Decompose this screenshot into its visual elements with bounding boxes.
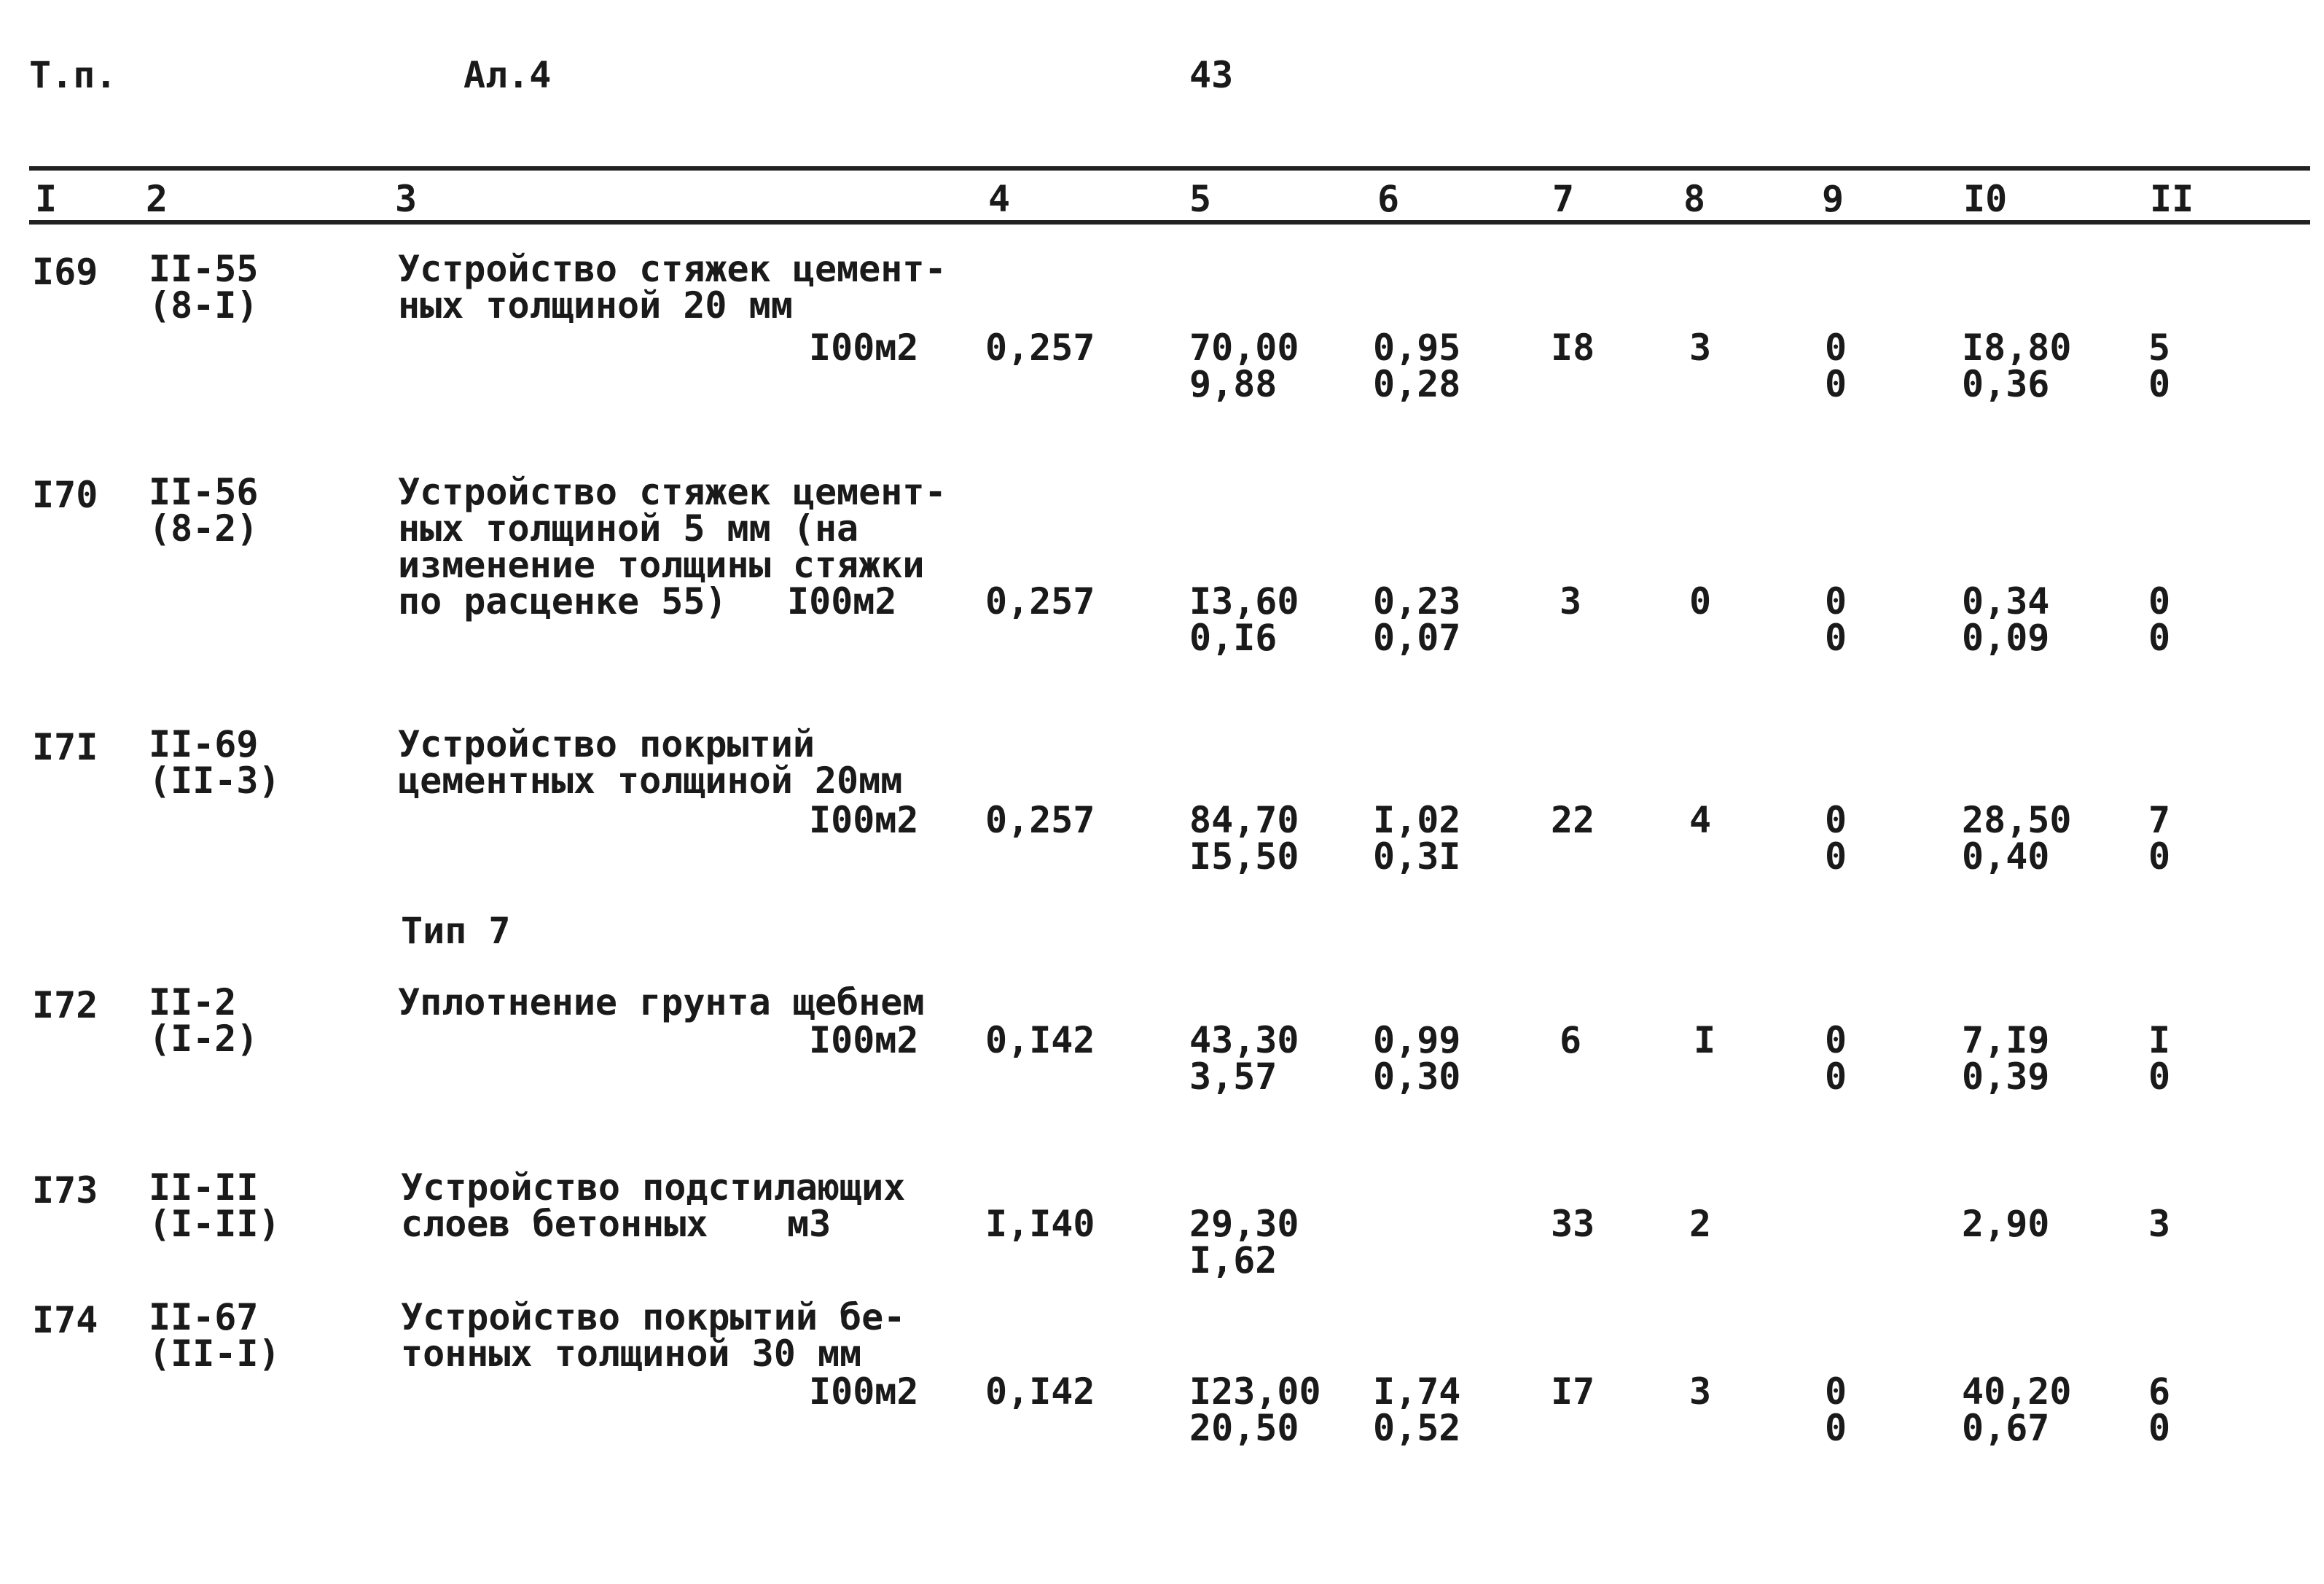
row-col5: 84,70 I5,50	[1189, 799, 1299, 878]
row-col6: 0,99 0,30	[1373, 1019, 1461, 1098]
row-number: I73	[32, 1169, 98, 1212]
row-col11: 0 0	[2148, 580, 2171, 659]
row-code: II-67 (II-I)	[149, 1296, 281, 1375]
row-number: I70	[32, 474, 98, 516]
row-unit: I00м2	[787, 580, 897, 623]
col-header-5: 5	[1189, 178, 1212, 220]
page-number: 43	[1189, 54, 1234, 96]
row-col8: 3	[1689, 327, 1712, 369]
row-col7: 33	[1551, 1203, 1595, 1245]
row-number: I69	[32, 251, 98, 293]
row-description: Устройство покрытий цементных толщиной 20мм	[398, 723, 903, 802]
row-col7: 22	[1551, 799, 1595, 841]
row-quantity: 0,257	[985, 327, 1095, 369]
row-quantity: 0,257	[985, 580, 1095, 623]
row-unit: I00м2	[809, 799, 919, 841]
row-description: Уплотнение грунта щебнем	[398, 981, 925, 1023]
row-unit: I00м2	[809, 327, 919, 369]
row-col7: 6	[1560, 1019, 1582, 1061]
row-code: II-II (I-II)	[149, 1166, 281, 1245]
row-quantity: 0,I42	[985, 1019, 1095, 1061]
header-rule	[29, 220, 2310, 225]
col-header-4: 4	[988, 178, 1011, 220]
row-col8: I	[1694, 1019, 1716, 1061]
row-col5: 70,00 9,88	[1189, 327, 1299, 405]
col-header-2: 2	[146, 178, 168, 220]
header-sheet: Ал.4	[463, 54, 552, 96]
row-col5: 43,30 3,57	[1189, 1019, 1299, 1098]
row-unit: I00м2	[809, 1019, 919, 1061]
col-header-9: 9	[1822, 178, 1844, 220]
row-col11: 7 0	[2148, 799, 2171, 878]
row-col11: 5 0	[2148, 327, 2171, 405]
row-number: I74	[32, 1299, 98, 1341]
row-col9: 0 0	[1825, 1370, 1847, 1449]
row-col5: I3,60 0,I6	[1189, 580, 1299, 659]
row-col10: I8,80 0,36	[1962, 327, 2072, 405]
row-col9: 0 0	[1825, 799, 1847, 878]
row-number: I72	[32, 984, 98, 1026]
row-description: Устройство стяжек цемент- ных толщиной 5 мм (на изменение толщины стяжки по расценке 55)	[398, 471, 947, 623]
row-col7: 3	[1560, 580, 1582, 623]
col-header-8: 8	[1683, 178, 1706, 220]
row-code: II-55 (8-I)	[149, 248, 259, 327]
row-col6: I,02 0,3I	[1373, 799, 1461, 878]
section-label: Тип 7	[401, 910, 511, 952]
row-col8: 3	[1689, 1370, 1712, 1413]
row-col5: I23,00 20,50	[1189, 1370, 1321, 1449]
row-col5: 29,30 I,62	[1189, 1203, 1299, 1281]
col-header-11: II	[2150, 178, 2194, 220]
row-col8: 2	[1689, 1203, 1712, 1245]
row-col10: 28,50 0,40	[1962, 799, 2072, 878]
row-col7: I7	[1551, 1370, 1595, 1413]
row-col11: 6 0	[2148, 1370, 2171, 1449]
header-left: Т.п.	[29, 54, 117, 96]
col-header-10: I0	[1963, 178, 2008, 220]
col-header-6: 6	[1377, 178, 1400, 220]
row-col9: 0 0	[1825, 1019, 1847, 1098]
col-header-1: I	[35, 178, 58, 220]
row-quantity: 0,I42	[985, 1370, 1095, 1413]
row-col8: 4	[1689, 799, 1712, 841]
row-col7: I8	[1551, 327, 1595, 369]
top-rule	[29, 166, 2310, 171]
row-col8: 0	[1689, 580, 1712, 623]
row-code: II-56 (8-2)	[149, 471, 259, 550]
row-col9: 0 0	[1825, 327, 1847, 405]
row-col11: 3	[2148, 1203, 2171, 1245]
col-header-3: 3	[395, 178, 418, 220]
row-unit: I00м2	[809, 1370, 919, 1413]
row-col11: I 0	[2148, 1019, 2171, 1098]
row-code: II-69 (II-3)	[149, 723, 281, 802]
row-col9: 0 0	[1825, 580, 1847, 659]
row-unit: м3	[787, 1203, 832, 1245]
row-col10: 40,20 0,67	[1962, 1370, 2072, 1449]
col-header-7: 7	[1552, 178, 1575, 220]
row-col10: 2,90	[1962, 1203, 2050, 1245]
row-description: Устройство покрытий бе- тонных толщиной 30 мм	[401, 1296, 906, 1375]
row-quantity: 0,257	[985, 799, 1095, 841]
row-quantity: I,I40	[985, 1203, 1095, 1245]
row-col6: I,74 0,52	[1373, 1370, 1461, 1449]
row-col10: 7,I9 0,39	[1962, 1019, 2050, 1098]
row-description: Устройство подстилающих слоев бетонных	[401, 1166, 906, 1245]
row-description: Устройство стяжек цемент- ных толщиной 20 мм	[398, 248, 947, 327]
row-col6: 0,95 0,28	[1373, 327, 1461, 405]
row-col6: 0,23 0,07	[1373, 580, 1461, 659]
row-col10: 0,34 0,09	[1962, 580, 2050, 659]
row-number: I7I	[32, 726, 98, 768]
row-code: II-2 (I-2)	[149, 981, 259, 1060]
